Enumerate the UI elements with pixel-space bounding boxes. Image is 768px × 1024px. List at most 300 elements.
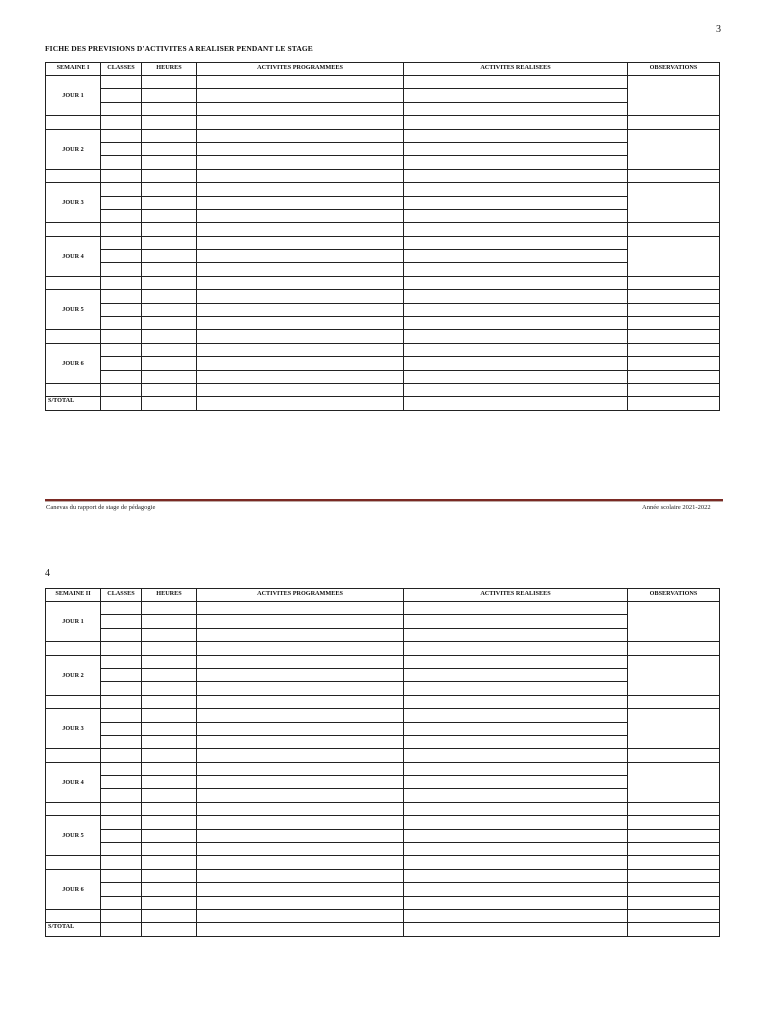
table-row	[46, 250, 720, 263]
observations-cell	[628, 129, 720, 169]
empty-cell	[101, 869, 142, 882]
empty-cell	[101, 829, 142, 842]
empty-cell	[628, 695, 720, 708]
empty-cell	[101, 709, 142, 722]
empty-cell	[197, 156, 404, 169]
empty-cell	[197, 397, 404, 410]
day-label: JOUR 1	[46, 602, 101, 642]
empty-cell	[197, 695, 404, 708]
form-title: FICHE DES PREVISIONS D'ACTIVITES A REALISER PENDANT LE STAGE	[45, 44, 313, 53]
empty-cell	[142, 816, 197, 829]
empty-cell	[404, 129, 628, 142]
empty-cell	[101, 303, 142, 316]
empty-cell	[197, 735, 404, 748]
empty-cell	[142, 642, 197, 655]
empty-cell	[101, 357, 142, 370]
empty-cell	[142, 789, 197, 802]
empty-cell	[142, 383, 197, 396]
empty-cell	[628, 856, 720, 869]
empty-cell	[101, 776, 142, 789]
empty-cell	[101, 856, 142, 869]
empty-cell	[197, 330, 404, 343]
day-label: JOUR 6	[46, 869, 101, 909]
empty-cell	[101, 883, 142, 896]
empty-cell	[404, 789, 628, 802]
empty-cell	[101, 628, 142, 641]
empty-cell	[404, 816, 628, 829]
empty-cell	[46, 330, 101, 343]
empty-cell	[101, 923, 142, 936]
table-row	[46, 209, 720, 222]
empty-cell	[404, 397, 628, 410]
empty-cell	[404, 183, 628, 196]
empty-cell	[404, 209, 628, 222]
empty-cell	[404, 655, 628, 668]
empty-cell	[197, 642, 404, 655]
empty-cell	[628, 116, 720, 129]
empty-cell	[142, 102, 197, 115]
empty-cell	[628, 357, 720, 370]
empty-cell	[142, 896, 197, 909]
day-label: JOUR 4	[46, 236, 101, 276]
empty-cell	[404, 602, 628, 615]
column-header: ACTIVITES PROGRAMMEES	[197, 589, 404, 602]
empty-cell	[101, 397, 142, 410]
table-row	[46, 843, 720, 856]
empty-cell	[142, 397, 197, 410]
table-row	[46, 330, 720, 343]
empty-cell	[101, 276, 142, 289]
day-label: JOUR 5	[46, 290, 101, 330]
empty-cell	[142, 829, 197, 842]
table-row	[46, 709, 720, 722]
empty-cell	[404, 628, 628, 641]
empty-cell	[404, 383, 628, 396]
table-row	[46, 236, 720, 249]
empty-cell	[404, 250, 628, 263]
empty-cell	[404, 682, 628, 695]
empty-cell	[142, 169, 197, 182]
table-row	[46, 169, 720, 182]
empty-cell	[197, 896, 404, 909]
empty-cell	[404, 156, 628, 169]
table-body	[46, 589, 720, 937]
empty-cell	[101, 89, 142, 102]
table-row	[46, 655, 720, 668]
empty-cell	[404, 762, 628, 775]
table-row	[46, 290, 720, 303]
table-row	[46, 343, 720, 356]
table-row	[46, 142, 720, 155]
empty-cell	[628, 370, 720, 383]
table-row	[46, 116, 720, 129]
empty-cell	[404, 76, 628, 89]
empty-cell	[142, 802, 197, 815]
empty-cell	[101, 343, 142, 356]
table-row	[46, 357, 720, 370]
empty-cell	[404, 317, 628, 330]
column-header: ACTIVITES PROGRAMMEES	[197, 63, 404, 76]
table-row	[46, 102, 720, 115]
empty-cell	[404, 102, 628, 115]
empty-cell	[197, 276, 404, 289]
observations-cell	[628, 709, 720, 749]
day-label: JOUR 2	[46, 129, 101, 169]
empty-cell	[404, 802, 628, 815]
table-row	[46, 816, 720, 829]
empty-cell	[404, 343, 628, 356]
empty-cell	[101, 383, 142, 396]
table-row	[46, 317, 720, 330]
table-row	[46, 776, 720, 789]
empty-cell	[101, 668, 142, 681]
column-header: SEMAINE II	[46, 589, 101, 602]
footer-left-text: Canevas du rapport de stage de pédagogie	[46, 504, 156, 511]
empty-cell	[197, 816, 404, 829]
empty-cell	[197, 602, 404, 615]
empty-cell	[101, 682, 142, 695]
empty-cell	[101, 116, 142, 129]
empty-cell	[101, 789, 142, 802]
page-number: 3	[716, 24, 721, 35]
empty-cell	[142, 776, 197, 789]
table-row	[46, 370, 720, 383]
table-row	[46, 263, 720, 276]
empty-cell	[628, 290, 720, 303]
empty-cell	[142, 602, 197, 615]
table-row	[46, 722, 720, 735]
empty-cell	[197, 789, 404, 802]
empty-cell	[404, 923, 628, 936]
empty-cell	[101, 816, 142, 829]
empty-cell	[197, 869, 404, 882]
table-row	[46, 196, 720, 209]
empty-cell	[628, 909, 720, 922]
column-header: ACTIVITES REALISEES	[404, 589, 628, 602]
empty-cell	[101, 762, 142, 775]
empty-cell	[142, 749, 197, 762]
empty-cell	[46, 169, 101, 182]
table-row	[46, 856, 720, 869]
empty-cell	[101, 236, 142, 249]
empty-cell	[404, 116, 628, 129]
empty-cell	[628, 343, 720, 356]
table-row	[46, 642, 720, 655]
empty-cell	[404, 303, 628, 316]
table-row	[46, 749, 720, 762]
table-row	[46, 829, 720, 842]
empty-cell	[628, 883, 720, 896]
empty-cell	[404, 615, 628, 628]
empty-cell	[197, 883, 404, 896]
empty-cell	[197, 655, 404, 668]
empty-cell	[142, 343, 197, 356]
day-label: JOUR 5	[46, 816, 101, 856]
empty-cell	[628, 223, 720, 236]
empty-cell	[101, 183, 142, 196]
empty-cell	[101, 263, 142, 276]
empty-cell	[46, 749, 101, 762]
empty-cell	[197, 762, 404, 775]
table-row	[46, 383, 720, 396]
empty-cell	[404, 869, 628, 882]
table-row	[46, 668, 720, 681]
observations-cell	[628, 762, 720, 802]
empty-cell	[142, 116, 197, 129]
empty-cell	[142, 236, 197, 249]
table-row	[46, 602, 720, 615]
empty-cell	[628, 869, 720, 882]
empty-cell	[101, 722, 142, 735]
day-label: JOUR 6	[46, 343, 101, 383]
empty-cell	[628, 896, 720, 909]
empty-cell	[46, 802, 101, 815]
table-row	[46, 695, 720, 708]
empty-cell	[197, 76, 404, 89]
empty-cell	[197, 102, 404, 115]
empty-cell	[197, 343, 404, 356]
empty-cell	[197, 722, 404, 735]
empty-cell	[197, 183, 404, 196]
empty-cell	[404, 749, 628, 762]
empty-cell	[197, 370, 404, 383]
empty-cell	[101, 749, 142, 762]
empty-cell	[101, 142, 142, 155]
header-row	[46, 63, 720, 76]
empty-cell	[142, 303, 197, 316]
table-row	[46, 76, 720, 89]
column-header: HEURES	[142, 63, 197, 76]
empty-cell	[101, 642, 142, 655]
empty-cell	[197, 116, 404, 129]
empty-cell	[404, 722, 628, 735]
empty-cell	[404, 330, 628, 343]
empty-cell	[142, 695, 197, 708]
empty-cell	[142, 668, 197, 681]
empty-cell	[197, 776, 404, 789]
empty-cell	[197, 129, 404, 142]
empty-cell	[101, 196, 142, 209]
empty-cell	[404, 223, 628, 236]
table-row	[46, 129, 720, 142]
day-label: JOUR 2	[46, 655, 101, 695]
empty-cell	[404, 263, 628, 276]
activity-table-week1	[45, 62, 720, 411]
empty-cell	[628, 642, 720, 655]
empty-cell	[142, 682, 197, 695]
empty-cell	[142, 370, 197, 383]
empty-cell	[142, 142, 197, 155]
empty-cell	[404, 370, 628, 383]
empty-cell	[197, 196, 404, 209]
empty-cell	[628, 383, 720, 396]
table-row	[46, 869, 720, 882]
empty-cell	[197, 209, 404, 222]
empty-cell	[404, 290, 628, 303]
empty-cell	[142, 76, 197, 89]
empty-cell	[142, 735, 197, 748]
empty-cell	[142, 223, 197, 236]
empty-cell	[628, 303, 720, 316]
empty-cell	[197, 89, 404, 102]
empty-cell	[101, 695, 142, 708]
empty-cell	[197, 250, 404, 263]
empty-cell	[628, 330, 720, 343]
subtotal-label: S/TOTAL	[46, 397, 101, 410]
table-body	[46, 63, 720, 411]
empty-cell	[142, 869, 197, 882]
empty-cell	[142, 655, 197, 668]
column-header: CLASSES	[101, 589, 142, 602]
empty-cell	[142, 276, 197, 289]
table-row	[46, 762, 720, 775]
page-number: 4	[45, 568, 50, 579]
empty-cell	[46, 116, 101, 129]
empty-cell	[142, 330, 197, 343]
empty-cell	[101, 655, 142, 668]
observations-cell	[628, 602, 720, 642]
empty-cell	[404, 357, 628, 370]
table-row	[46, 303, 720, 316]
table-row	[46, 223, 720, 236]
empty-cell	[142, 709, 197, 722]
table-row	[46, 789, 720, 802]
day-label: JOUR 1	[46, 76, 101, 116]
total-row	[46, 923, 720, 936]
empty-cell	[142, 628, 197, 641]
empty-cell	[142, 615, 197, 628]
empty-cell	[404, 668, 628, 681]
empty-cell	[101, 317, 142, 330]
empty-cell	[46, 383, 101, 396]
empty-cell	[101, 843, 142, 856]
total-row	[46, 397, 720, 410]
empty-cell	[142, 89, 197, 102]
table-row	[46, 615, 720, 628]
column-header: SEMAINE I	[46, 63, 101, 76]
empty-cell	[142, 762, 197, 775]
empty-cell	[142, 183, 197, 196]
empty-cell	[404, 776, 628, 789]
empty-cell	[46, 276, 101, 289]
empty-cell	[101, 102, 142, 115]
empty-cell	[101, 223, 142, 236]
empty-cell	[628, 276, 720, 289]
empty-cell	[197, 169, 404, 182]
empty-cell	[197, 236, 404, 249]
empty-cell	[142, 722, 197, 735]
empty-cell	[404, 843, 628, 856]
empty-cell	[142, 909, 197, 922]
empty-cell	[46, 642, 101, 655]
empty-cell	[101, 896, 142, 909]
empty-cell	[404, 196, 628, 209]
empty-cell	[142, 290, 197, 303]
empty-cell	[101, 330, 142, 343]
empty-cell	[404, 276, 628, 289]
empty-cell	[628, 397, 720, 410]
empty-cell	[46, 856, 101, 869]
empty-cell	[197, 749, 404, 762]
column-header: CLASSES	[101, 63, 142, 76]
empty-cell	[142, 357, 197, 370]
table-row	[46, 802, 720, 815]
table-row	[46, 883, 720, 896]
empty-cell	[101, 156, 142, 169]
empty-cell	[628, 829, 720, 842]
empty-cell	[197, 357, 404, 370]
empty-cell	[404, 142, 628, 155]
table-row	[46, 896, 720, 909]
empty-cell	[628, 169, 720, 182]
empty-cell	[197, 628, 404, 641]
table-row	[46, 909, 720, 922]
empty-cell	[142, 317, 197, 330]
empty-cell	[101, 370, 142, 383]
empty-cell	[628, 802, 720, 815]
empty-cell	[101, 129, 142, 142]
empty-cell	[142, 129, 197, 142]
empty-cell	[197, 909, 404, 922]
column-header: OBSERVATIONS	[628, 63, 720, 76]
footer-rule	[45, 499, 723, 502]
empty-cell	[197, 383, 404, 396]
empty-cell	[404, 695, 628, 708]
table-row	[46, 89, 720, 102]
empty-cell	[101, 290, 142, 303]
empty-cell	[101, 169, 142, 182]
empty-cell	[197, 317, 404, 330]
empty-cell	[101, 250, 142, 263]
table-row	[46, 628, 720, 641]
footer-right-text: Année scolaire 2021-2022	[642, 504, 711, 511]
empty-cell	[197, 263, 404, 276]
observations-cell	[628, 76, 720, 116]
day-label: JOUR 3	[46, 183, 101, 223]
empty-cell	[197, 615, 404, 628]
empty-cell	[142, 883, 197, 896]
empty-cell	[142, 209, 197, 222]
observations-cell	[628, 183, 720, 223]
empty-cell	[197, 682, 404, 695]
observations-cell	[628, 236, 720, 276]
empty-cell	[628, 317, 720, 330]
empty-cell	[142, 843, 197, 856]
empty-cell	[628, 843, 720, 856]
header-row	[46, 589, 720, 602]
empty-cell	[404, 735, 628, 748]
empty-cell	[404, 642, 628, 655]
empty-cell	[404, 883, 628, 896]
subtotal-label: S/TOTAL	[46, 923, 101, 936]
empty-cell	[197, 802, 404, 815]
empty-cell	[197, 829, 404, 842]
empty-cell	[628, 923, 720, 936]
empty-cell	[197, 142, 404, 155]
empty-cell	[404, 829, 628, 842]
column-header: OBSERVATIONS	[628, 589, 720, 602]
empty-cell	[197, 709, 404, 722]
empty-cell	[404, 909, 628, 922]
empty-cell	[404, 169, 628, 182]
empty-cell	[628, 749, 720, 762]
table-row	[46, 735, 720, 748]
empty-cell	[142, 250, 197, 263]
column-header: HEURES	[142, 589, 197, 602]
table-row	[46, 183, 720, 196]
empty-cell	[101, 602, 142, 615]
empty-cell	[101, 735, 142, 748]
